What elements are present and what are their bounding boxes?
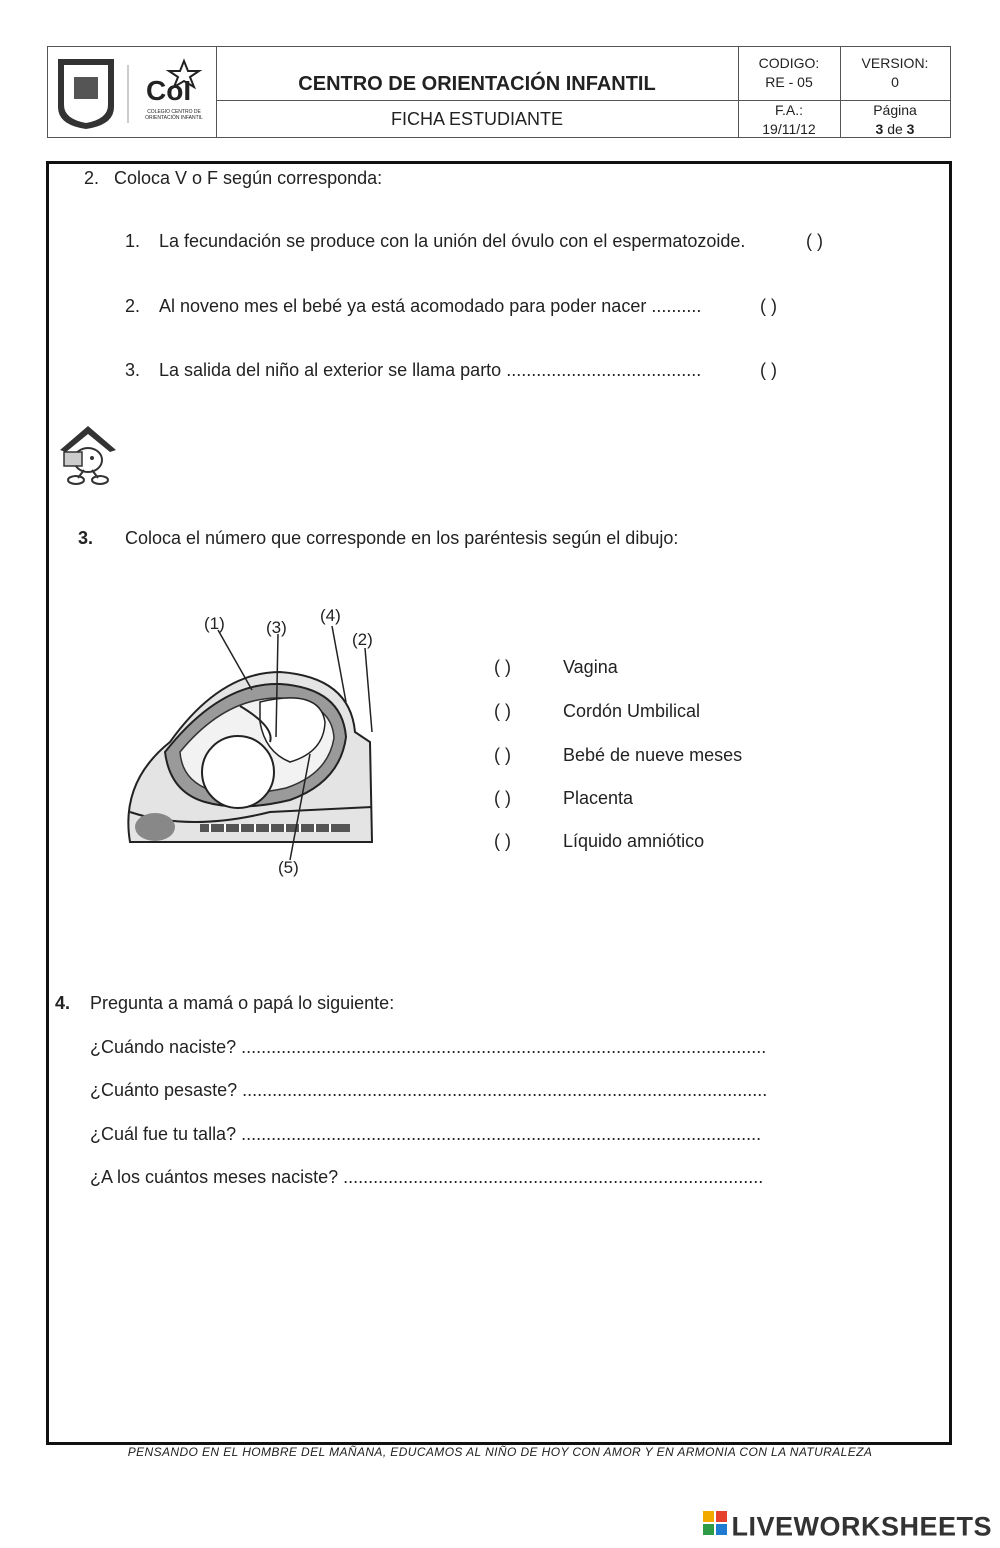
question-birth-date[interactable]: ¿Cuándo naciste? ......................................................................................................... — [90, 1037, 767, 1057]
diagram-label-2: (2) — [352, 630, 373, 649]
pagina-count — [840, 120, 950, 139]
match-label-bebe: Bebé de nueve meses — [563, 745, 743, 765]
question-weight[interactable]: ¿Cuánto pesaste? ......................................................................................................... — [90, 1080, 768, 1100]
tf-item-3-num: 3. — [125, 360, 141, 380]
section2-heading-num: 2. — [84, 168, 100, 188]
diagram-label-1: (1) — [204, 614, 225, 633]
match-answer-4[interactable]: ( ) — [494, 788, 511, 808]
match-answer-5[interactable]: ( ) — [494, 831, 511, 851]
document-header — [47, 46, 951, 138]
section3-heading: Coloca el número que corresponde en los paréntesis según el dibujo: — [125, 528, 679, 548]
logo-text: CoI — [146, 75, 192, 106]
match-label-liquido: Líquido amniótico — [563, 831, 705, 851]
fa-label: F.A.: — [774, 102, 803, 118]
tf-item-1-text: La fecundación se produce con la unión del óvulo con el espermatozoide. — [159, 231, 746, 251]
tf-item-2-answer[interactable]: ( ) — [760, 296, 777, 316]
section3-heading-num: 3. — [78, 528, 94, 548]
tf-item-2-num: 2. — [125, 296, 141, 316]
codigo-label: CODIGO: — [758, 55, 820, 71]
school-logo — [54, 55, 209, 131]
pagina-total: 3 — [906, 121, 915, 137]
match-answer-3[interactable]: ( ) — [494, 745, 511, 765]
match-label-vagina: Vagina — [563, 657, 618, 677]
tf-item-1-num: 1. — [125, 231, 141, 251]
pagina-num: 3 — [875, 121, 884, 137]
match-label-cordon: Cordón Umbilical — [563, 701, 701, 721]
pregnancy-diagram — [110, 602, 380, 882]
pagina-cell — [840, 101, 950, 139]
match-label-placenta: Placenta — [563, 788, 634, 808]
pagina-label: Página — [873, 102, 917, 118]
reading-mascot-icon — [54, 422, 120, 493]
tf-item-3-text: La salida del niño al exterior se llama parto ....................................... — [159, 360, 702, 380]
document-subtitle: FICHA ESTUDIANTE — [390, 109, 564, 129]
version-value: 0 — [891, 74, 899, 90]
tf-item-1-answer[interactable]: ( ) — [806, 231, 823, 251]
liveworksheets-logo — [703, 1510, 992, 1542]
tf-item-2-text: Al noveno mes el bebé ya está acomodado para poder nacer .......... — [159, 296, 702, 316]
diagram-label-3: (3) — [266, 618, 287, 637]
match-answer-2[interactable]: ( ) — [494, 701, 511, 721]
fa-cell — [738, 101, 840, 139]
diagram-label-5: (5) — [278, 858, 299, 877]
logo-subtext: COLEGIO CENTRO DE ORIENTACIÓN INFANTIL — [145, 109, 203, 121]
pagina-de: de — [887, 121, 903, 137]
version-cell — [840, 54, 950, 92]
section4-heading-num: 4. — [55, 993, 71, 1013]
version-label: VERSION: — [861, 55, 929, 71]
question-months[interactable]: ¿A los cuántos meses naciste? .................................................................................... — [90, 1167, 764, 1187]
document-title: CENTRO DE ORIENTACIÓN INFANTIL — [298, 73, 656, 95]
codigo-value: RE - 05 — [765, 74, 813, 90]
section4-heading: Pregunta a mamá o papá lo siguiente: — [90, 993, 395, 1013]
liveworksheets-icon — [703, 1511, 727, 1542]
match-answer-1[interactable]: ( ) — [494, 657, 511, 677]
fa-value: 19/11/12 — [762, 121, 816, 137]
question-height[interactable]: ¿Cuál fue tu talla? ........................................................................................................ — [90, 1124, 762, 1144]
diagram-label-4: (4) — [320, 606, 341, 625]
tf-item-3-answer[interactable]: ( ) — [760, 360, 777, 380]
footer-motto: PENSANDO EN EL HOMBRE DEL MAÑANA, EDUCAMOS AL NIÑO DE HOY CON AMOR Y EN ARMONIA CON LA NATURALEZA — [127, 1445, 873, 1459]
section2-heading: Coloca V o F según corresponda: — [114, 168, 383, 188]
liveworksheets-text: LIVEWORKSHEETS — [731, 1511, 992, 1542]
codigo-cell — [738, 54, 840, 92]
